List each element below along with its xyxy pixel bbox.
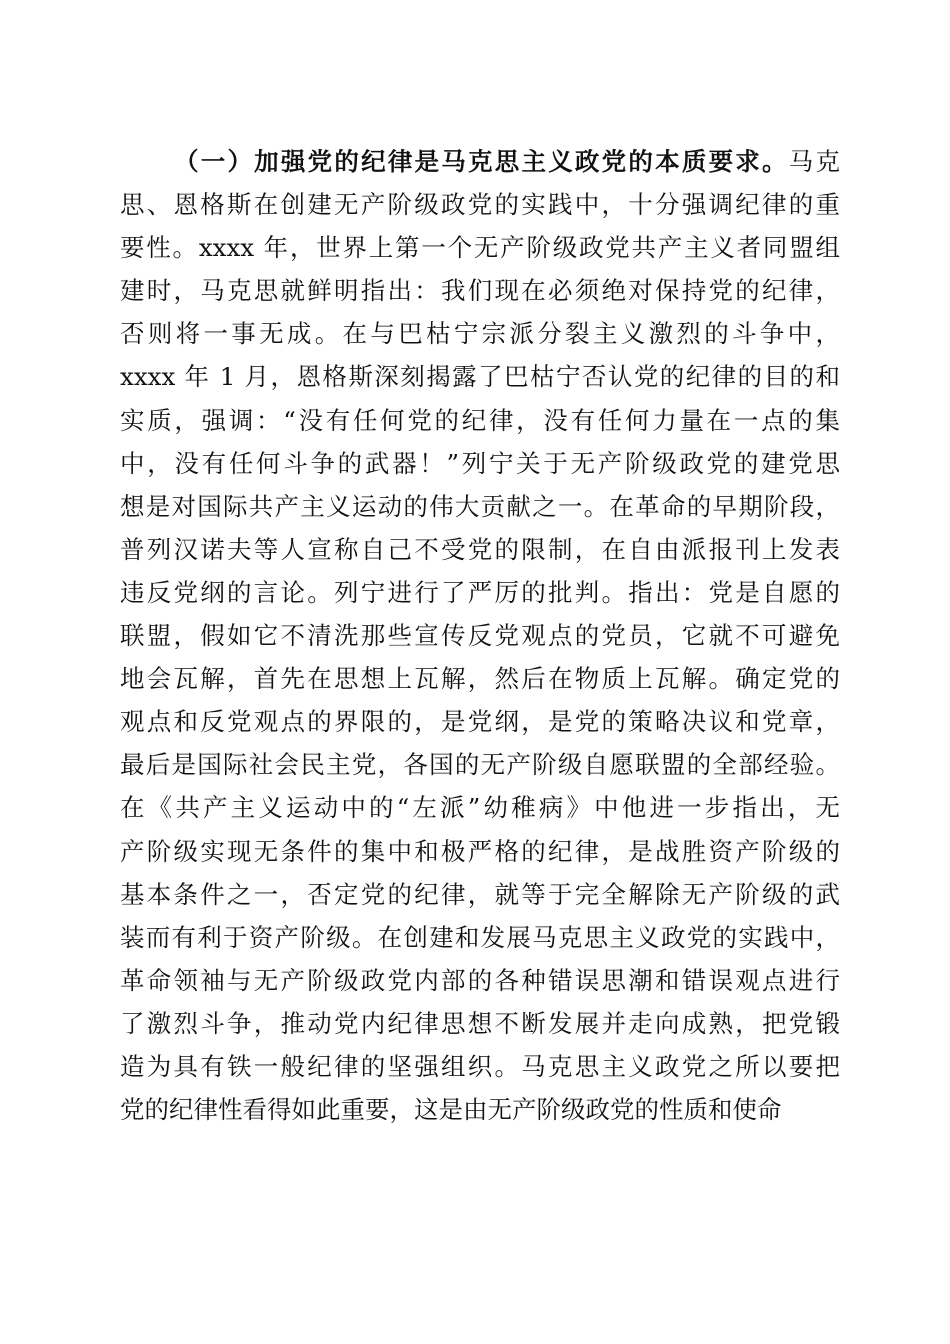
- paragraph-line: 违反党纲的言论。列宁进行了严厉的批判。指出：党是自愿的: [120, 577, 840, 607]
- paragraph-line: 造为具有铁一般纪律的坚强组织。马克思主义政党之所以要把: [120, 1051, 840, 1081]
- paragraph-line: 联盟，假如它不清洗那些宣传反党观点的党员，它就不可避免: [120, 621, 840, 651]
- paragraph-line: 普列汉诺夫等人宣称自己不受党的限制，在自由派报刊上发表: [120, 534, 840, 564]
- paragraph-line: 革命领袖与无产阶级政党内部的各种错误思潮和错误观点进行: [120, 965, 840, 995]
- paragraph-line: 了激烈斗争，推动党内纪律思想不断发展并走向成熟，把党锻: [120, 1008, 840, 1038]
- paragraph-line: 产阶级实现无条件的集中和极严格的纪律，是战胜资产阶级的: [120, 836, 840, 866]
- paragraph-line: 思、恩格斯在创建无产阶级政党的实践中，十分强调纪律的重: [120, 190, 840, 220]
- paragraph-line: 最后是国际社会民主党，各国的无产阶级自愿联盟的全部经验。: [120, 750, 840, 780]
- paragraph-line: 建时，马克思就鲜明指出：我们现在必须绝对保持党的纪律，: [120, 276, 840, 306]
- paragraph-line: 观点和反党观点的界限的，是党纲，是党的策略决议和党章，: [120, 707, 840, 737]
- paragraph-text: 马克: [788, 147, 841, 176]
- paragraph-line: xxxx 年 1 月，恩格斯深刻揭露了巴枯宁否认党的纪律的目的和: [120, 362, 840, 392]
- paragraph-line: 中，没有任何斗争的武器！”列宁关于无产阶级政党的建党思: [120, 448, 840, 478]
- paragraph-line: 想是对国际共产主义运动的伟大贡献之一。在革命的早期阶段，: [120, 491, 840, 521]
- paragraph-line: 地会瓦解，首先在思想上瓦解，然后在物质上瓦解。确定党的: [120, 664, 840, 694]
- paragraph-line: 在《共产主义运动中的“左派”幼稚病》中他进一步指出，无: [120, 793, 840, 823]
- body-paragraph: [120, 140, 840, 1131]
- paragraph-line-1: [120, 140, 840, 183]
- paragraph-line: 要性。xxxx 年，世界上第一个无产阶级政党共产主义者同盟组: [120, 233, 840, 263]
- section-heading: （一）加强党的纪律是马克思主义政党的本质要求。: [174, 147, 789, 176]
- paragraph-line: 装而有利于资产阶级。在创建和发展马克思主义政党的实践中，: [120, 922, 840, 952]
- paragraph-line: 否则将一事无成。在与巴枯宁宗派分裂主义激烈的斗争中，: [120, 319, 840, 349]
- paragraph-line: 党的纪律性看得如此重要，这是由无产阶级政党的性质和使命: [120, 1095, 782, 1125]
- paragraph-line: 基本条件之一，否定党的纪律，就等于完全解除无产阶级的武: [120, 879, 840, 909]
- paragraph-line: 实质，强调：“没有任何党的纪律，没有任何力量在一点的集: [120, 405, 840, 435]
